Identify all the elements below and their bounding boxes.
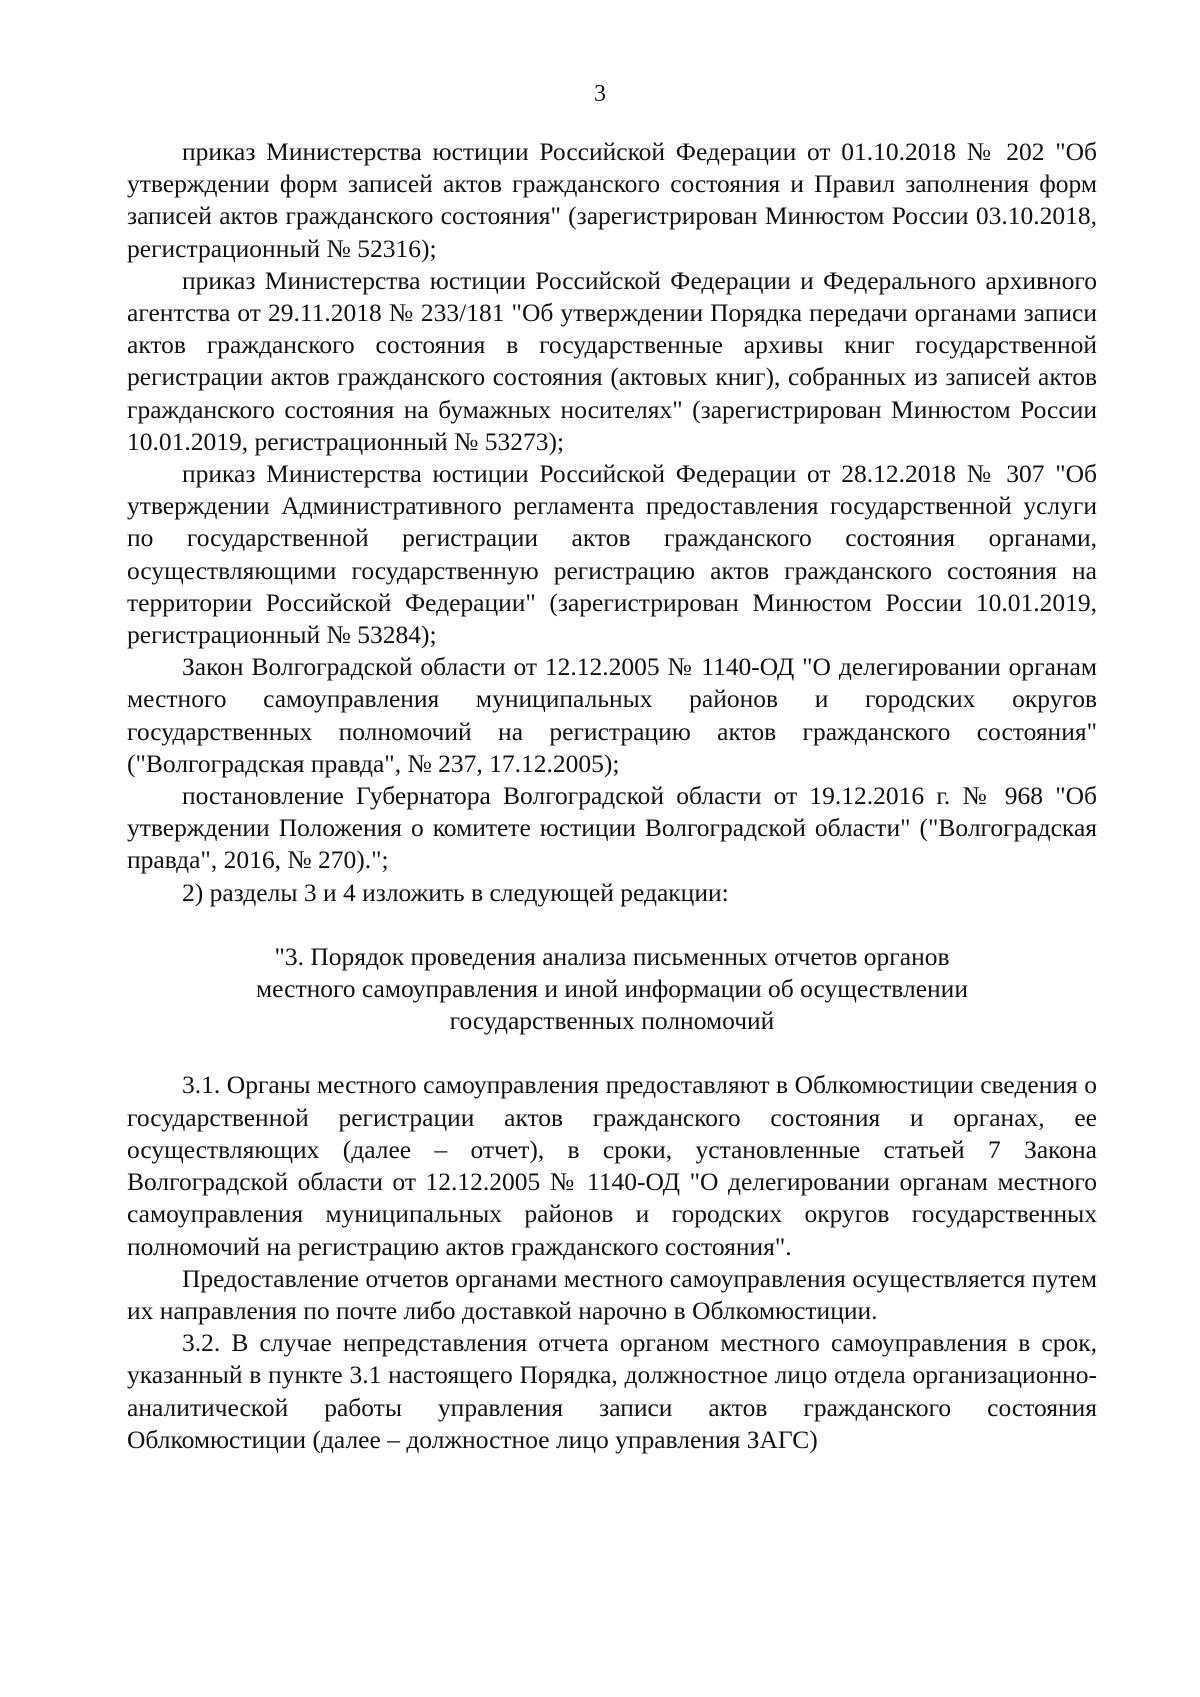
page-number: 3 bbox=[594, 81, 606, 107]
paragraph-sections-amendment: 2) разделы 3 и 4 изложить в следующей редакции: bbox=[182, 877, 729, 907]
paragraph-law-1140-od: Закон Волгоградской области от 12.12.2005 № 1140-ОД "О делегировании органам местного самоуправления муниципальных районов и городских округов государственных полномочий на регистрацию актов гражданского состояния" ("Волгоградская правда", № 237, 17.12.2005); bbox=[127, 652, 1097, 778]
paragraph-order-202: приказ Министерства юстиции Российской Федерации от 01.10.2018 № 202 "Об утверждении форм записей актов гражданского состояния и Правил заполнения форм записей актов гражданского состояния" (зарегистрирован Минюстом России 03.10.2018, регистрационный № 52316); bbox=[127, 137, 1097, 263]
section-heading-line-3: государственных полномочий bbox=[449, 1006, 775, 1036]
paragraph-report-delivery: Предоставление отчетов органами местного самоуправления осуществляется путем их направления по почте либо доставкой нарочно в Облкомюстиции. bbox=[127, 1263, 1097, 1325]
paragraph-3-2: 3.2. В случае непредставления отчета органом местного самоуправления в срок, указанный в пункте 3.1 настоящего Порядка, должностное лицо отдела организационно-аналитической работы управления записи актов гражданского состояния Облкомюстиции (далее – должностное лицо управления ЗАГС) bbox=[127, 1328, 1097, 1454]
paragraph-resolution-968: постановление Губернатора Волгоградской области от 19.12.2016 г. № 968 "Об утверждении Положения о комитете юстиции Волгоградской области" ("Волгоградская правда", 2016, № 270)."; bbox=[127, 781, 1097, 875]
section-3-heading bbox=[127, 941, 1097, 1038]
document-body bbox=[127, 136, 1097, 1456]
section-heading-line-1: "3. Порядок проведения анализа письменных отчетов органов bbox=[274, 941, 950, 971]
paragraph-3-1: 3.1. Органы местного самоуправления предоставляют в Облкомюстиции сведения о государственной регистрации актов гражданского состояния и органах, ее осуществляющих (далее – отчет), в сроки, установленные статьей 7 Закона Волгоградской области от 12.12.2005 № 1140-ОД "О делегировании органам местного самоуправления муниципальных районов и городских округов государственных полномочий на регистрацию актов гражданского состояния". bbox=[127, 1070, 1097, 1261]
section-heading-line-2: местного самоуправления и иной информации об осуществлении bbox=[256, 974, 968, 1004]
paragraph-order-233-181: приказ Министерства юстиции Российской Федерации и Федерального архивного агентства от 29.11.2018 № 233/181 "Об утверждении Порядка передачи органами записи актов гражданского состояния в государственные архивы книг государственной регистрации актов гражданского состояния (актовых книг), собранных из записей актов гражданского состояния на бумажных носителях" (зарегистрирован Минюстом России 10.01.2019, регистрационный № 53273); bbox=[127, 265, 1097, 456]
paragraph-order-307: приказ Министерства юстиции Российской Федерации от 28.12.2018 № 307 "Об утверждении Административного регламента предоставления государственной услуги по государственной регистрации актов гражданского состояния органами, осуществляющими государственную регистрацию актов гражданского состояния на территории Российской Федерации" (зарегистрирован Минюстом России 10.01.2019, регистрационный № 53284); bbox=[127, 459, 1097, 650]
